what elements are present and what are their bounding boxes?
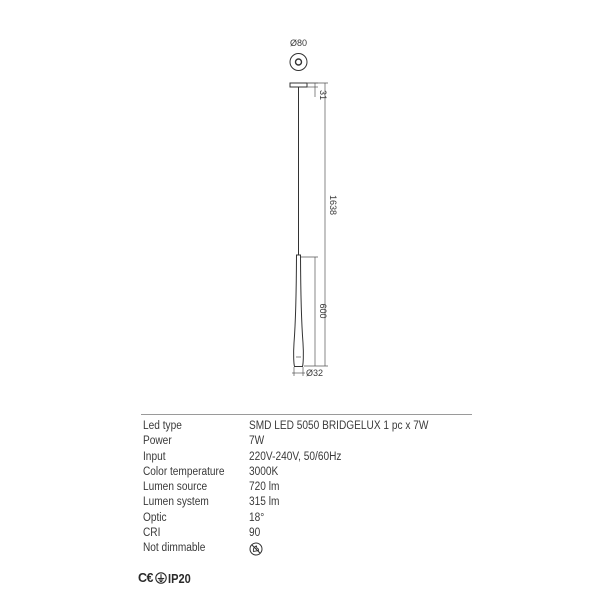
spec-value: 90 [249, 527, 261, 540]
spec-label: Optic [143, 511, 167, 524]
spec-row-color-temperature [143, 465, 473, 480]
spec-label: Input [143, 450, 166, 463]
spec-row-lumen-source [143, 480, 473, 495]
dim-canopy-height: 31 [318, 89, 328, 101]
pendant-body [294, 255, 304, 367]
spec-label: Color temperature [143, 465, 225, 478]
spec-row-not-dimmable [143, 541, 473, 556]
dim-line-total-height [304, 83, 328, 366]
spec-row-led-type [143, 419, 473, 434]
canopy-top-view [290, 38, 307, 71]
ip-rating: IP20 [167, 570, 191, 586]
spec-value: 7W [249, 435, 265, 448]
dim-line-canopy-height [307, 83, 318, 97]
spec-value: 315 lm [249, 496, 280, 509]
canopy-side-view [290, 83, 307, 87]
spec-row-optic [143, 511, 473, 526]
dim-body-length: 600 [318, 303, 328, 319]
not-dimmable-icon [249, 542, 263, 556]
spec-row-lumen-system [143, 495, 473, 510]
spec-value: 3000K [249, 465, 279, 478]
ce-mark: C€ [138, 571, 153, 585]
dim-canopy-diameter: Ø80 [289, 38, 308, 48]
spec-label: Power [143, 435, 172, 448]
dim-total-height: 1638 [328, 194, 338, 216]
spec-label: CRI [143, 527, 161, 540]
spec-label: Led type [143, 420, 182, 432]
class-1-ground-icon [155, 572, 167, 584]
spec-row-input [143, 450, 473, 465]
dim-line-body-diameter [292, 367, 305, 376]
spec-row-cri [143, 526, 473, 541]
spec-value: SMD LED 5050 BRIDGELUX 1 pc x 7W [249, 420, 429, 432]
dim-body-diameter: Ø32 [306, 368, 324, 378]
spec-label: Lumen system [143, 496, 209, 509]
spec-value: 720 lm [249, 481, 280, 494]
spec-table [143, 419, 473, 557]
spec-divider [141, 414, 472, 415]
spec-label: Not dimmable [143, 542, 206, 555]
spec-value: 220V-240V, 50/60Hz [249, 450, 342, 463]
spec-label: Lumen source [143, 481, 208, 494]
spec-row-power [143, 434, 473, 449]
certifications [138, 570, 195, 586]
spec-value: 18° [249, 511, 265, 524]
